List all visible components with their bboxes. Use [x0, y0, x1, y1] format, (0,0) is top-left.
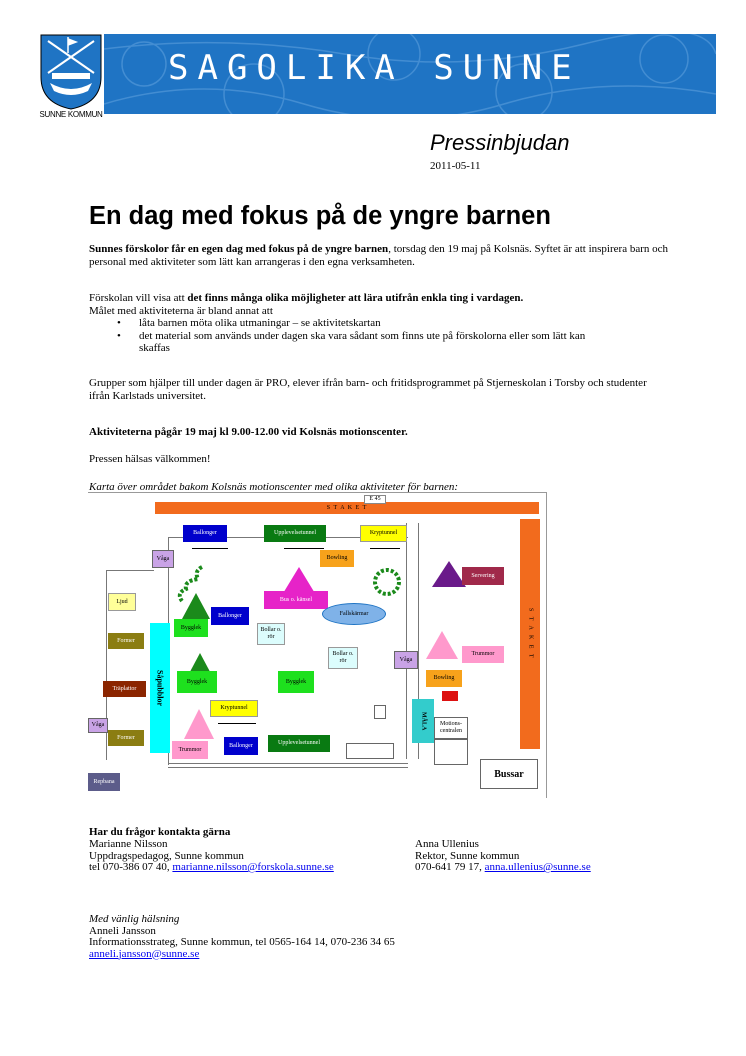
- fence-top: S T A K E T: [155, 502, 539, 514]
- activity-bygglek-1: Bygglek: [174, 619, 208, 637]
- signoff-greeting: Med vänlig hälsning: [89, 913, 180, 925]
- time-paragraph: Aktiviteterna pågår 19 maj kl 9.00-12.00 vid Kolsnäs motionscenter.: [89, 426, 408, 438]
- email-link[interactable]: anna.ullenius@sunne.se: [484, 861, 591, 873]
- outline: [406, 523, 407, 759]
- goals-bold: det finns många olika möjligheter att lära utifrån enkla ting i vardagen.: [187, 292, 524, 304]
- activity-bygglek-3: Bygglek: [278, 671, 314, 693]
- activity-ballonger-2: Ballonger: [211, 607, 249, 625]
- triangle-trummor-icon: [426, 631, 458, 659]
- document-type: Pressinbjudan: [430, 130, 570, 155]
- activity-kryptunnel-bottom: Kryptunnel: [210, 700, 258, 717]
- contact-person-1: [89, 839, 334, 874]
- goals-paragraph: [89, 292, 669, 355]
- building: [434, 739, 468, 765]
- municipality-logo: [38, 33, 104, 117]
- activity-map: [88, 492, 547, 798]
- banner-title: SAGOLIKA SUNNE: [168, 48, 581, 88]
- outline: [168, 763, 408, 764]
- activity-bollar-2: Bollar o. rör: [328, 647, 358, 669]
- activity-vaga-left: Våga: [152, 550, 174, 568]
- rope: [284, 548, 324, 549]
- rope: [218, 723, 256, 724]
- contact-block: [89, 827, 689, 839]
- activity-bygglek-2: Bygglek: [177, 671, 217, 693]
- activity-vaga-right: Våga: [394, 651, 418, 669]
- activity-upplevelsetunnel: Upplevelsetunnel: [264, 525, 326, 542]
- header-banner: [104, 34, 716, 114]
- motionscentralen: Motions- centralen: [434, 717, 468, 739]
- activity-bowling-top: Bowling: [320, 550, 354, 567]
- list-item: • det material som används under dagen ska vara sådant som finns ute på förskolorna eller som lätt kan skaffas: [109, 330, 609, 355]
- goals-lead: Förskolan vill visa att: [89, 292, 188, 304]
- contact-name: Anna Ullenius: [415, 838, 479, 850]
- box: [374, 705, 386, 719]
- activity-former-2: Former: [108, 730, 144, 746]
- activity-fallskarmar: Fallskärmar: [322, 603, 386, 625]
- goals-list: [89, 317, 669, 355]
- list-item: • låta barnen möta olika utmaningar – se aktivitetskartan: [109, 317, 669, 330]
- contact-person-2: [415, 839, 591, 874]
- activity-ljud: Ljud: [108, 593, 136, 611]
- signoff-block: [89, 914, 395, 960]
- rope: [370, 548, 400, 549]
- contact-role: Uppdragspedagog, Sunne kommun: [89, 849, 244, 862]
- activity-traplattor: Träplattor: [103, 681, 146, 697]
- activity-ballonger-3: Ballonger: [224, 737, 258, 755]
- box: [346, 743, 394, 759]
- activity-ballonger: Ballonger: [183, 525, 227, 542]
- activity-repbana: Repbana: [88, 773, 120, 791]
- e45-sign: E 45: [364, 495, 386, 504]
- fence-right: S T A K E T: [520, 519, 540, 749]
- signoff-email-link[interactable]: anneli.jansson@sunne.se: [89, 947, 200, 960]
- contact-tel: tel 070-386 07 40,: [89, 861, 173, 873]
- email-link[interactable]: marianne.nilsson@forskola.sunne.se: [172, 861, 334, 873]
- tree-icon: [372, 567, 402, 597]
- signoff-role: Informationsstrateg, Sunne kommun, tel 0565-164 14, 070-236 34 65: [89, 936, 395, 948]
- welcome-paragraph: Pressen hälsas välkommen!: [89, 453, 211, 465]
- activity-bus-kansel: Bus o. känsel: [264, 591, 328, 609]
- contact-tel: 070-641 79 17,: [415, 861, 485, 873]
- goals-line2: Målet med aktiviteterna är bland annat att: [89, 304, 273, 317]
- activity-kryptunnel-top: Kryptunnel: [360, 525, 407, 542]
- contact-name: Marianne Nilsson: [89, 838, 168, 850]
- red-marker: [442, 691, 458, 701]
- activity-vaga-small: Våga: [88, 718, 108, 733]
- triangle-servering-icon: [432, 561, 466, 587]
- activity-upplevelsetunnel-2: Upplevelsetunnel: [268, 735, 330, 752]
- activity-servering: Servering: [462, 567, 504, 585]
- intro-rest: , torsdag den 19 maj på Kolsnäs. Syftet är att inspirera barn och personal med aktiviteter som lätt kan arrangeras i den egna verksamheten.: [89, 243, 668, 268]
- headline: En dag med fokus på de yngre barnen: [89, 202, 551, 230]
- municipality-name: SUNNE KOMMUN: [39, 110, 103, 119]
- rope: [192, 548, 228, 549]
- document-date: 2011-05-11: [430, 160, 481, 172]
- intro-bold: Sunnes förskolor får en egen dag med fokus på de yngre barnen: [89, 243, 389, 255]
- outline: [168, 767, 408, 768]
- activity-bollar-1: Bollar o. rör: [257, 623, 285, 645]
- activity-trummor-left: Trummor: [172, 741, 208, 759]
- triangle-trummor2-icon: [184, 709, 214, 739]
- activity-trummor-right: Trummor: [462, 646, 504, 663]
- triangle-bygglek-icon: [182, 593, 210, 619]
- activity-bowling-right: Bowling: [426, 670, 462, 687]
- bus-parking: Bussar: [480, 759, 538, 789]
- signoff-name: Anneli Jansson: [89, 924, 156, 937]
- groups-paragraph: Grupper som hjälper till under dagen är PRO, elever ifrån barn- och fritidsprogrammet på Stjerneskolan i Torsby och studenter ifrån Karlstads universitet.: [89, 377, 647, 402]
- coat-of-arms-icon: [38, 33, 104, 111]
- outline: [106, 570, 154, 571]
- activity-sapubblor: Såpubblor: [150, 623, 170, 753]
- map-caption: Karta över området bakom Kolsnäs motionscenter med olika aktiviteter för barnen:: [89, 481, 459, 493]
- contact-heading: Har du frågor kontakta gärna: [89, 826, 231, 838]
- activity-mala: MÅLA: [412, 699, 434, 743]
- activity-former-1: Former: [108, 633, 144, 649]
- contact-role: Rektor, Sunne kommun: [415, 849, 520, 862]
- intro-paragraph: [89, 243, 669, 268]
